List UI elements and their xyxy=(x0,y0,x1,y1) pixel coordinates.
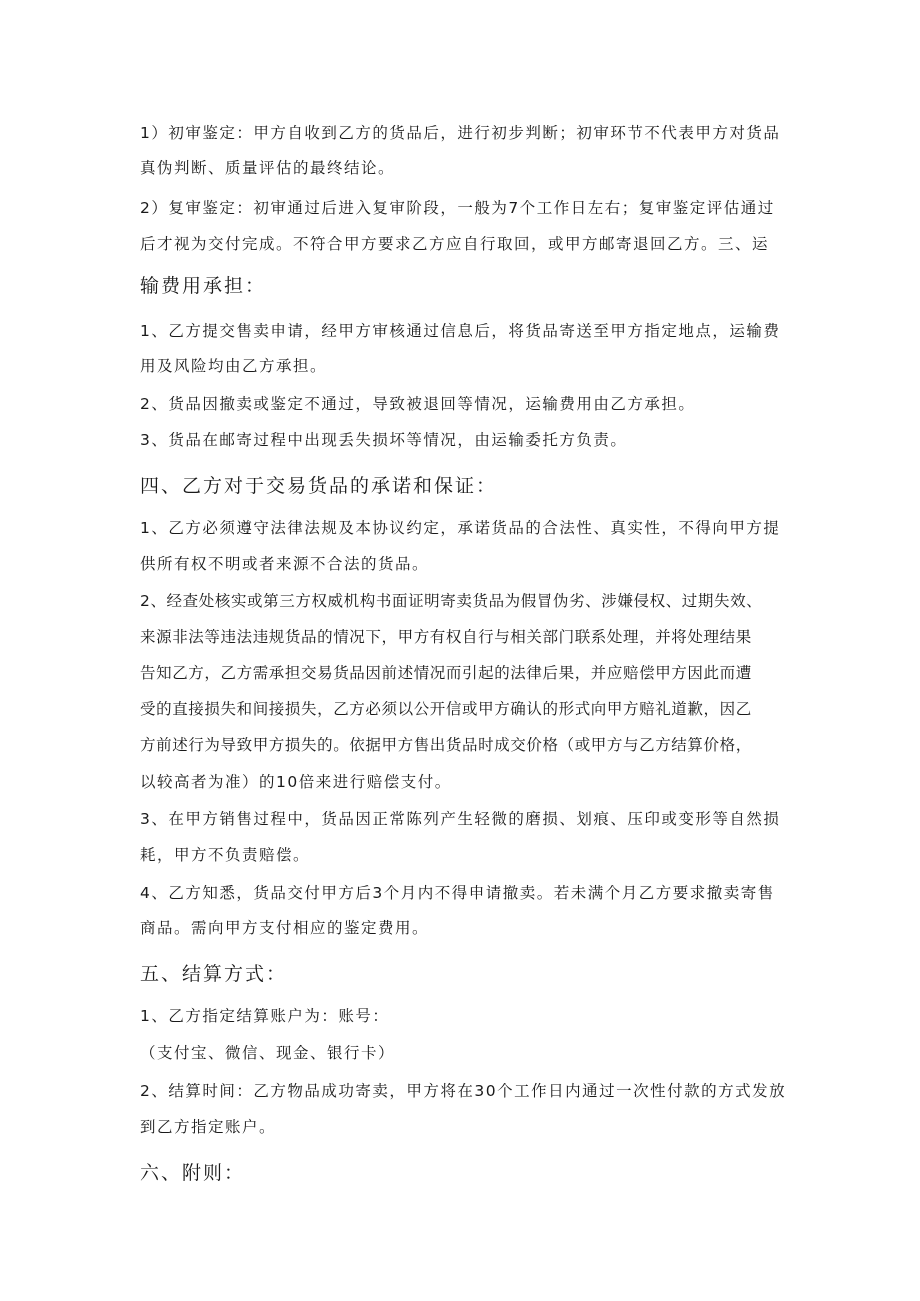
section-heading-shipping: 输费用承担： xyxy=(140,275,267,297)
clause-initial-review-cont: 真伪判断、质量评估的最终结论。 xyxy=(140,159,396,177)
clause-warranty-2: 2、经查处核实或第三方权威机构书面证明寄卖货品为假冒伪劣、涉嫌侵权、过期失效、 xyxy=(140,592,763,610)
clause-settlement-1-methods: （支付宝、微信、现金、银行卡） xyxy=(140,1044,396,1062)
clause-second-review-cont: 后才视为交付完成。不符合甲方要求乙方应自行取回，或甲方邮寄退回乙方。三、运 xyxy=(140,235,770,253)
clause-settlement-2: 2、结算时间：乙方物品成功寄卖，甲方将在30个工作日内通过一次性付款的方式发放 xyxy=(140,1082,787,1100)
clause-initial-review: 1）初审鉴定：甲方自收到乙方的货品后，进行初步判断；初审环节不代表甲方对货品 xyxy=(140,124,781,142)
clause-warranty-2-cont-3: 受的直接损失和间接损失，乙方必须以公开信或甲方确认的形式向甲方赔礼道歉，因乙 xyxy=(140,700,752,718)
section-heading-warranty: 四、乙方对于交易货品的承诺和保证： xyxy=(140,475,498,497)
clause-settlement-1: 1、乙方指定结算账户为：账号： xyxy=(140,1007,390,1025)
clause-warranty-2-cont-2: 告知乙方，乙方需承担交易货品因前述情况而引起的法律后果，并应赔偿甲方因此而遭 xyxy=(140,664,752,682)
clause-shipping-3: 3、货品在邮寄过程中出现丢失损坏等情况，由运输委托方负责。 xyxy=(140,431,628,449)
clause-warranty-2-cont-4: 方前述行为导致甲方损失的。依据甲方售出货品时成交价格（或甲方与乙方结算价格， xyxy=(140,736,752,754)
clause-warranty-4: 4、乙方知悉，货品交付甲方后3个月内不得申请撤卖。若未满个月乙方要求撤卖寄售 xyxy=(140,884,775,902)
clause-warranty-1-cont: 供所有权不明或者来源不合法的货品。 xyxy=(140,555,430,573)
clause-warranty-1: 1、乙方必须遵守法律法规及本协议约定，承诺货品的合法性、真实性，不得向甲方提 xyxy=(140,519,781,537)
clause-warranty-3: 3、在甲方销售过程中，货品因正常陈列产生轻微的磨损、划痕、压印或变形等自然损 xyxy=(140,810,781,828)
clause-warranty-4-cont: 商品。需向甲方支付相应的鉴定费用。 xyxy=(140,919,430,937)
clause-warranty-2-cont-1: 来源非法等违法违规货品的情况下，甲方有权自行与相关部门联系处理，并将处理结果 xyxy=(140,628,752,646)
section-heading-settlement: 五、结算方式： xyxy=(140,963,288,985)
clause-shipping-2: 2、货品因撤卖或鉴定不通过，导致被退回等情况，运输费用由乙方承担。 xyxy=(140,395,696,413)
section-heading-supplementary: 六、附则： xyxy=(140,1162,246,1184)
clause-warranty-3-cont: 耗，甲方不负责赔偿。 xyxy=(140,846,311,864)
clause-shipping-1: 1、乙方提交售卖申请，经甲方审核通过信息后，将货品寄送至甲方指定地点，运输费 xyxy=(140,322,781,340)
clause-warranty-2-cont-5: 以较高者为准）的10倍来进行赔偿支付。 xyxy=(140,773,452,791)
clause-settlement-2-cont: 到乙方指定账户。 xyxy=(140,1118,277,1136)
clause-second-review: 2）复审鉴定：初审通过后进入复审阶段，一般为7个工作日左右；复审鉴定评估通过 xyxy=(140,199,775,217)
clause-shipping-1-cont: 用及风险均由乙方承担。 xyxy=(140,357,328,375)
